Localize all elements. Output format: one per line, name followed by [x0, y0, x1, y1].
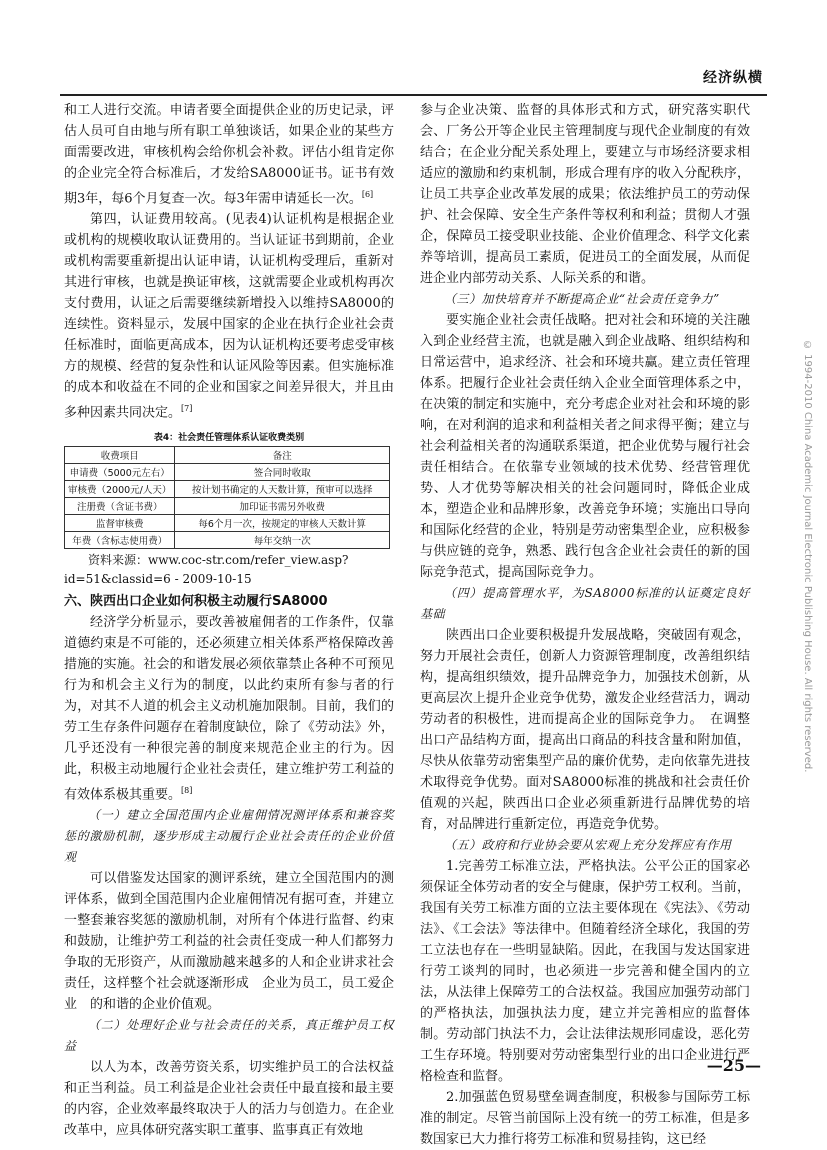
- table-cell: 加印证书需另外收费: [175, 497, 390, 514]
- paragraph: 陕西出口企业要积极提升发展战略，突破固有观念，努力开展社会责任，创新人力资源管理制度，改善组织结构，提高组织绩效，提升品牌竞争力，加强技术创新，从更高层次上提升企业竞争优势，激发企业经营活力，调动劳动者的积极性，进而提高企业的国际竞争力。 在调整出口产品结构方面，提高出口商品的科技含量和附加值，尽快从依靠劳动密集型产品的廉价优势，走向依靠先进技术取得竞争优势。面对SA8000标准的挑战和社会责任价值观的兴起，陕西出口企业必须重新进行品牌优势的培育，对品牌进行重新定位，再造竞争优势。: [420, 628, 750, 832]
- citation-ref: [7]: [181, 404, 193, 414]
- table-cell: 审核费（2000元/人天）: [65, 480, 175, 497]
- paragraph: [64, 612, 394, 805]
- table-cell: 监督审核费: [65, 514, 175, 531]
- table-row: [65, 463, 390, 480]
- paragraph: 2.加强蓝色贸易壁垒调查制度，积极参与国际劳工标准的制定。尽管当前国际上没有统一的劳工标准，但是多数国家已大力推行将劳工标准和贸易挂钩，这已经: [420, 1090, 750, 1147]
- subsection-heading: （五）政府和行业协会要从宏观上充分发挥应有作用: [444, 838, 732, 852]
- table-cell: 年费（含标志使用费）: [65, 531, 175, 548]
- left-column: [64, 100, 394, 1141]
- paragraph: 要实施企业社会责任战略。把对社会和环境的关注融入到企业经营主流，也就是融入到企业战略、组织结构和日常运营中，追求经济、社会和环境共赢。建立责任管理体系。把履行企业社会责任纳入企业全面管理体系之中，在决策的制定和实施中，充分考虑企业对社会和环境的影响，在对利润的追求和利益相关者之间求得平衡；建立与社会利益相关者的沟通联系渠道，把企业优势与履行社会责任相结合。在依靠专业领域的技术优势、经营管理优势、人才优势等解决相关的社会问题同时，降低企业成本，塑造企业和品牌形象，改善竞争环境；实施出口导向和国际化经营的企业，特别是劳动密集型企业，应积极参与供应链的竞争，熟悉、践行包含企业社会责任的新的国际竞争范式，提高国际竞争力。: [420, 313, 750, 580]
- section-heading: 六、陕西出口企业如何积极主动履行SA8000: [64, 593, 328, 609]
- subsection-heading: （一）建立全国范围内企业雇佣情况测评体系和兼容奖惩的激励机制，逐步形成主动履行企业社会责任的企业价值观: [64, 807, 394, 864]
- paragraph: [64, 209, 394, 423]
- table-source: 资料来源：www.coc-str.com/refer_view.asp?id=51&classid=6 - 2009-10-15: [64, 552, 349, 586]
- fee-table: [64, 446, 390, 549]
- subsection-heading: （三）加快培育并不断提高企业“社会责任竞争力”: [444, 292, 720, 306]
- table-cell: 每年交纳一次: [175, 531, 390, 548]
- header-rule: [60, 94, 767, 96]
- paragraph-text: 经济学分析显示，要改善被雇佣者的工作条件，仅靠道德约束是不可能的，还必须建立相关体系严格保障改善措施的实施。社会的和谐发展必须依靠禁止各种不可预见行为和机会主义行为的制度，以此约束所有参与者的行为，对其不人道的机会主义动机施加限制。目前，我们的劳工生存条件问题存在着制度缺位，除了《劳动法》外，几乎还没有一种很完善的制度来规范企业主的行为。因此，积极主动地履行企业社会责任，建立维护劳工利益的有效体系极其重要。: [64, 614, 394, 802]
- page-number: —25—: [706, 1056, 761, 1075]
- paragraph: [64, 100, 394, 209]
- paragraph-text: 第四，认证费用较高。(见表4)认证机构是根据企业或机构的规模收取认证费用的。当认证证书到期前，企业或机构需要重新提出认证申请，认证机构受理后，重新对其进行审核，也就是换证审核，这就需要企业或机构再次支付费用，认证之后需要继续新增投入以维持SA8000的连续性。资料显示，发展中国家的企业在执行企业社会责任标准时，面临更高成本，因为认证机构还要考虑受审核方的规模、经营的复杂性和认证风险等因素。但实施标准的成本和收益在不同的企业和国家之间差异很大，并且由多种因素共同决定。: [64, 212, 394, 421]
- table-header-cell: 备注: [175, 446, 390, 463]
- paragraph-text: 和工人进行交流。申请者要全面提供企业的历史记录，评估人员可自由地与所有职工单独谈话，如果企业的某些方面需要改进，审核机构会给你机会补救。评估小组肯定你的企业完全符合标准后，才发给SA8000证书。证书有效期3年，每6个月复查一次。每3年需申请延长一次。: [64, 103, 394, 207]
- table-row: [65, 497, 390, 514]
- table-cell: 申请费（5000元左右）: [65, 463, 175, 480]
- table-header-row: [65, 446, 390, 463]
- paragraph: 以人为本，改善劳资关系，切实维护员工的合法权益和正当利益。员工利益是企业社会责任中最直接和最主要的内容，企业效率最终取决于人的活力与创造力。在企业改革中，应具体研究落实职工董事、监事真正有效地: [64, 1059, 394, 1138]
- table-row: [65, 514, 390, 531]
- table-row: [65, 531, 390, 548]
- paragraph: 可以借鉴发达国家的测评系统，建立全国范围内的测评体系，做到全国范围内企业雇佣情况有据可查，并建立一整套兼容奖惩的激励机制，对所有个体进行监督、约束和鼓励，让维护劳工利益的社会责任变成一种人们都努力争取的无形资产，从而激励越来越多的人和企业讲求社会责任，这样整个社会就逐渐形成 企业为员工，员工爱企业 的和谐的企业价值观。: [64, 870, 394, 1012]
- table-cell: 签合同时收取: [175, 463, 390, 480]
- paragraph: 参与企业决策、监督的具体形式和方式，研究落实职代会、厂务公开等企业民主管理制度与现代企业制度的有效结合；在企业分配关系处理上，要建立与市场经济要求相适应的激励和约束机制，形成合理有序的收入分配秩序，让员工共享企业改革发展的成果；依法维护员工的劳动保护、社会保障、安全生产条件等权利和利益；贯彻人才强企，保障员工接受职业技能、企业价值理念、科学文化素养等培训，提高员工素质，促进员工的全面发展，从而促进企业内部劳动关系、人际关系的和谐。: [420, 103, 750, 286]
- table-cell: 注册费（含证书费）: [65, 497, 175, 514]
- table-row: [65, 480, 390, 497]
- citation-ref: [8]: [181, 785, 193, 795]
- paragraph: 1.完善劳工标准立法，严格执法。公平公正的国家必须保证全体劳动者的安全与健康，保护劳工权利。当前，我国有关劳工标准方面的立法主要体现在《宪法》、《劳动法》、《工会法》等法律中。但随着经济全球化，我国的劳工立法也存在一些明显缺陷。因此，在我国与发达国家进行劳工谈判的同时，也必须进一步完善和健全国内的立法，从法律上保障劳工的合法权益。我国应加强劳动部门的严格执法，加强执法力度，建立并完善相应的监督体制。劳动部门执法不力，会让法律法规形同虚设，恶化劳工生存环境。特别要对劳动密集型行业的出口企业进行严格检查和监督。: [420, 859, 750, 1084]
- table-header-cell: 收费项目: [65, 446, 175, 463]
- subsection-heading: （二）处理好企业与社会责任的关系，真正维护员工权益: [64, 1017, 394, 1053]
- citation-ref: [6]: [361, 190, 374, 199]
- right-column: [420, 100, 750, 1150]
- table-cell: 每6个月一次，按规定的审核人天数计算: [175, 514, 390, 531]
- table-cell: 按计划书确定的人天数计算，预审可以选择: [175, 480, 390, 497]
- copyright-watermark: © 1994-2010 China Academic Journal Electronic Publishing House. All rights reserved.: [802, 340, 813, 773]
- subsection-heading: （四）提高管理水平，为SA8000标准的认证奠定良好基础: [420, 586, 750, 621]
- section-header-title: 经济纵横: [703, 70, 763, 86]
- table-caption: 表4：社会责任管理体系认证收费类别: [153, 432, 305, 443]
